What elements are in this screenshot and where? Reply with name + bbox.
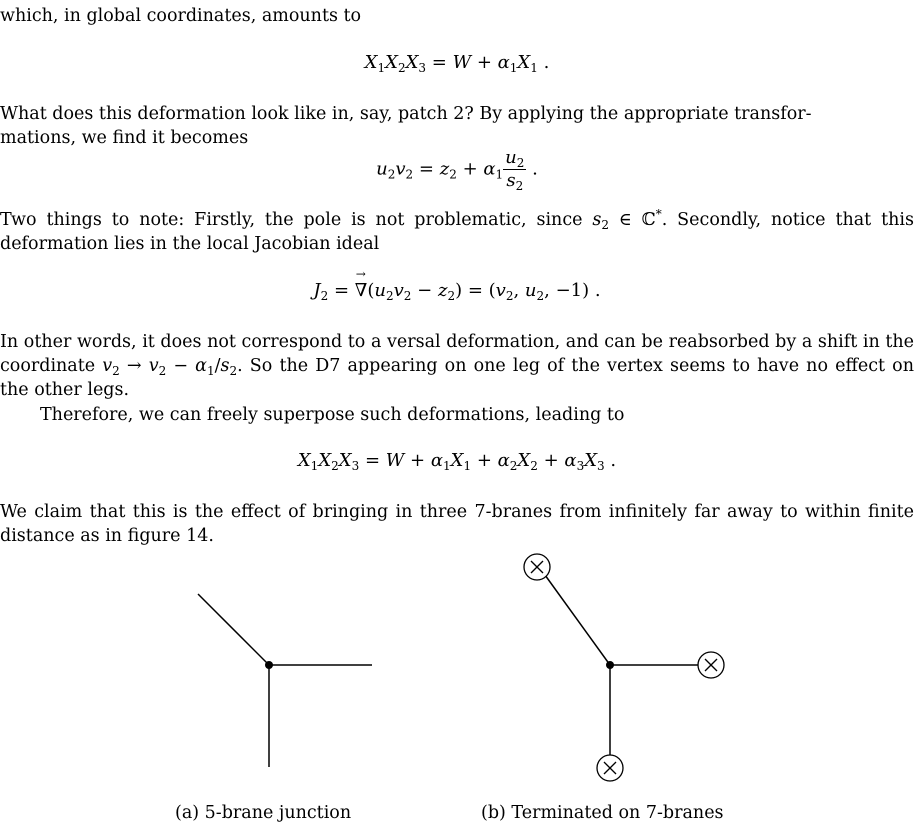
junction-b xyxy=(545,575,698,755)
seven-brane-1 xyxy=(524,554,550,580)
paragraph-3-start: Two things to note: Firstly, the pole is not problematic, since xyxy=(0,210,593,230)
seven-brane-3 xyxy=(597,755,623,781)
equation-1: $X_1X_2X_3 = W + \alpha_1X_1$ . xyxy=(364,52,550,75)
vertex-a xyxy=(265,661,273,669)
leg-b-diagonal xyxy=(545,575,610,665)
paragraph-5: Therefore, we can freely superpose such deformations, leading to xyxy=(40,405,625,425)
vertex-b xyxy=(606,661,614,669)
caption-a: (a) 5-brane junction xyxy=(175,803,352,823)
equation-4: $X_1X_2X_3 = W + \alpha_1X_1 + \alpha_2X_2 + \alpha_3X_3$ . xyxy=(297,450,617,473)
seven-brane-2 xyxy=(698,652,724,678)
paragraph-4: In other words, it does not correspond to a versal deformation, and can be reabsorbed by a shift in the coordinate $v_2 \to v_2 - \alpha_1/s_2$. So the D7 appearing on one leg of the vertex seems to have no effect on the other legs. xyxy=(0,332,914,400)
leg-a-diagonal xyxy=(198,594,269,665)
caption-b: (b) Terminated on 7-branes xyxy=(481,803,724,823)
paragraph-1: which, in global coordinates, amounts to xyxy=(0,6,362,26)
paragraph-4-start: In other words, it does not correspond to a versal deformation, and can be reabsorbed by a shift in the coordinate xyxy=(0,332,914,376)
paragraph-3-end: . Secondly, notice that this deformation lies in the local Jacobian ideal xyxy=(0,210,914,254)
paragraph-2: What does this deformation look like in, say, patch 2? By applying the appropriate transfor- mations, we find it becomes xyxy=(0,104,812,148)
paragraph-4-end: . So the D7 appearing on one leg of the vertex seems to have no effect on the other legs. xyxy=(0,356,914,400)
equation-3: $J_2$ = → $\nabla(u_2v_2 - z_2) = (v_2$, $u_2$, −1) . xyxy=(0,280,914,301)
paragraph-6: We claim that this is the effect of bringing in three 7-branes from infinitely far away to within finite distance as in figure 14. xyxy=(0,502,914,546)
equation-2: $u_2v_2 = z_2 + \alpha_1$ $\frac{u_2}{s_2}$ . xyxy=(376,147,538,193)
junction-a xyxy=(198,594,372,767)
paragraph-3: Two things to note: Firstly, the pole is not problematic, since $s_2$ ∈ ℂ*. Secondly, notice that this deformation lies in the local Jacobian ideal xyxy=(0,207,914,254)
